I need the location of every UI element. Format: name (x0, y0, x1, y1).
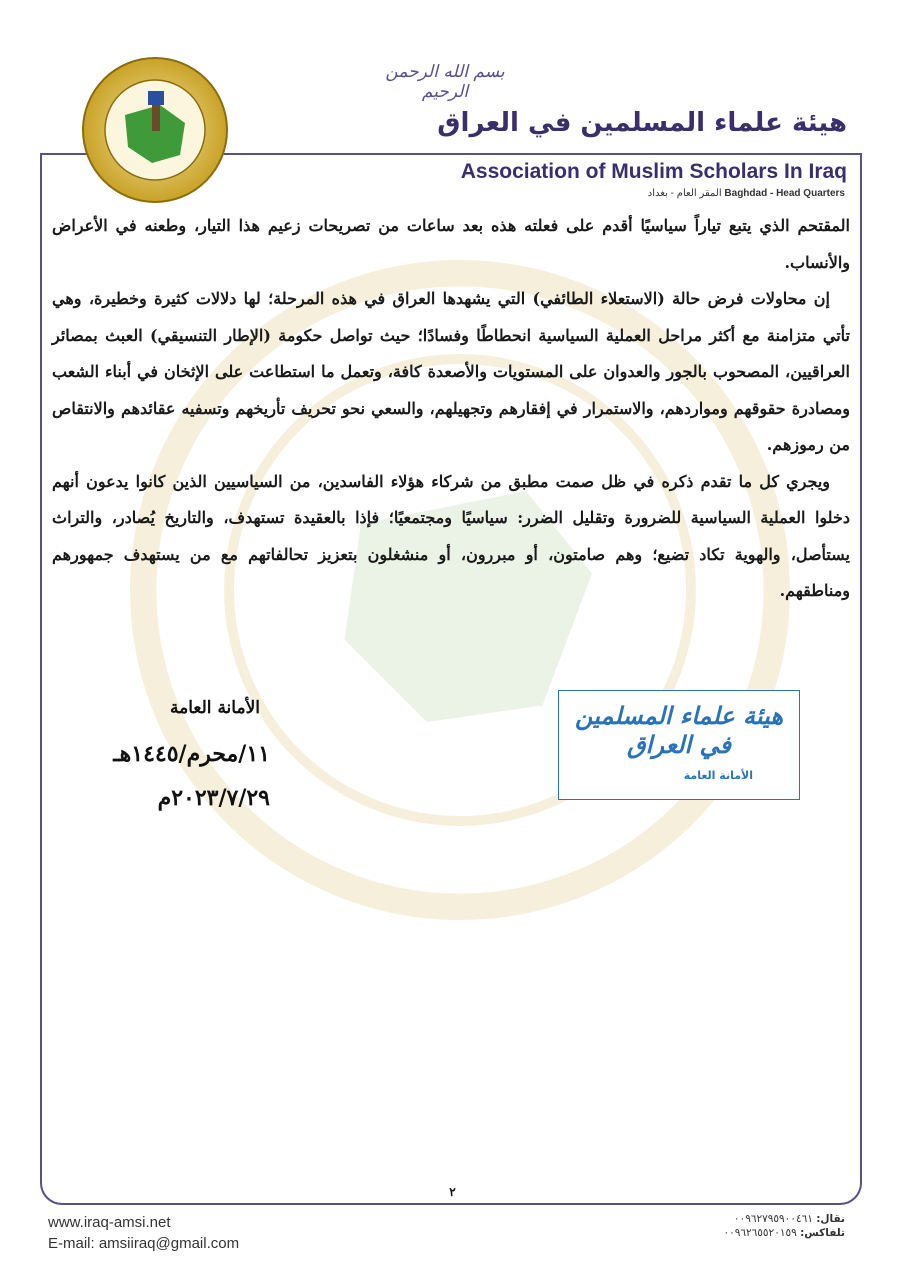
footer-contact-phone (723, 1212, 845, 1240)
signature-block (110, 698, 270, 820)
hq-english: Baghdad - Head Quarters (724, 188, 845, 199)
website-link[interactable]: www.iraq-amsi.net (48, 1214, 171, 1231)
hq-arabic: المقر العام - بغداد (647, 188, 722, 199)
page-number: ٢ (449, 1185, 456, 1199)
paragraph: إن محاولات فرض حالة (الاستعلاء الطائفي) التي يشهدها العراق في هذه المرحلة؛ لها دلالات كثيرة وخطيرة، وهي تأتي متزامنة مع أكثر مراحل العملية السياسية انحطاطًا وفسادًا؛ حيث تواصل حكومة (الإطار التنسيقي) العبث بمصائر العراقيين، المصحوب بالجور والعدوان على المستويات والأصعدة كافة، وتعمل ما استطاعت على الإثخان في أبناء الشعب ومصادرة حقوقهم ومواردهم، والاستمرار في إفقارهم وتجهيلهم، والسعي نحو تحريف تأريخهم وتسفيه عقائدهم والانتقاص من رموزهم. (52, 289, 851, 454)
headquarters-line (520, 188, 845, 199)
mobile-label: نقال: (816, 1213, 845, 1225)
stamp-subtitle: الأمانة العامة (683, 769, 753, 782)
fax-number: ٠٠٩٦٢٦٥٥٢٠١٥٩ (723, 1227, 797, 1239)
signature-title: الأمانة العامة (170, 698, 260, 718)
fax-line (723, 1226, 845, 1240)
stamp-name: هيئة علماء المسلمين في العراق (574, 701, 784, 759)
association-logo-icon (80, 55, 230, 205)
mobile-line (723, 1212, 845, 1226)
org-name-english: Association of Muslim Scholars In Iraq (460, 160, 847, 183)
org-name-arabic: هيئة علماء المسلمين في العراق (437, 108, 847, 138)
date-hijri: ١١/محرم/١٤٤٥هـ (113, 741, 270, 767)
statement-body (52, 208, 850, 610)
paragraph: المقتحم الذي يتبع تياراً سياسيًا أقدم على فعلته هذه بعد ساعات من تصريحات زعيم هذا التيار، وطعنه في الأعراض والأنساب. (52, 216, 850, 272)
email-address[interactable]: E-mail: amsiiraq@gmail.com (48, 1235, 240, 1252)
mobile-number: ٠٠٩٦٢٧٩٥٩٠٠٤٦١ (733, 1213, 813, 1225)
date-gregorian: ٢٠٢٣/٧/٢٩م (157, 785, 270, 811)
fax-label: تلفاكس: (800, 1227, 845, 1239)
paragraph: ويجري كل ما تقدم ذكره في ظل صمت مطبق من شركاء هؤلاء الفاسدين، من السياسيين الذين كانوا يدعون أنهم دخلوا العملية السياسية للضرورة وتقليل الضرر: سياسيًا ومجتمعيًا؛ فإذا بالعقيدة تستهدف، والتاريخ يُصادر، والتراث يستأصل، والهوية تكاد تضيع؛ وهم صامتون، أو مبررون، أو منشغلون بتعزيز تحالفاتهم مع من يستهدف جمهورهم ومناطقهم. (52, 471, 850, 600)
bismillah: بسم الله الرحمن الرحيم (385, 62, 505, 102)
official-stamp (558, 690, 800, 800)
footer-contact-web (48, 1212, 239, 1254)
